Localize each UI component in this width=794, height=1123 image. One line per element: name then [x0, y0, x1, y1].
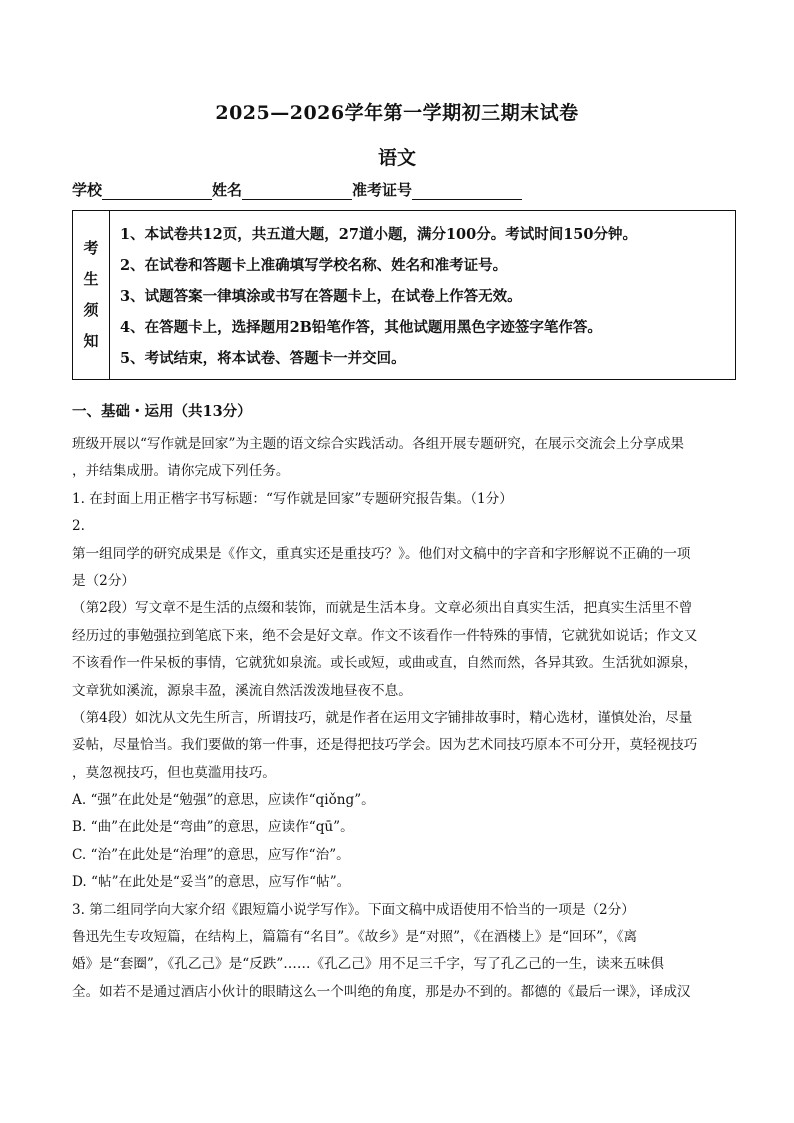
exam-title: 2025—2026学年第一学期初三期末试卷	[215, 102, 579, 124]
passage-line: 全。如若不是通过酒店小伙计的眼睛这么一个叫绝的角度，那是办不到的。都德的《最后一课》，译成汉	[72, 983, 691, 1000]
passage-line: ，莫忽视技巧，但也莫滥用技巧。	[72, 764, 276, 781]
passage-line: 婚》是“套圈”，《孔乙己》是“反跌”……《孔乙己》用不足三千字，写了孔乙己的一生，读来五味俱	[72, 956, 664, 973]
text-line: 班级开展以“写作就是回家”为主题的语文综合实践活动。各组开展专题研究，在展示交流会上分享成果	[72, 436, 685, 452]
question-1: 1. 在封面上用正楷字书写标题：“写作就是回家”专题研究报告集。（1分）	[72, 490, 513, 507]
notice-side-char: 生	[83, 270, 99, 288]
name-label: 姓名	[212, 181, 243, 199]
notice-item: 1、本试卷共12页，共五道大题，27道小题，满分100分。考试时间150分钟。	[120, 226, 637, 243]
notice-item: 3、试题答案一律填涂或书写在答题卡上，在试卷上作答无效。	[120, 288, 522, 305]
exam-id-blank[interactable]	[412, 183, 522, 200]
school-label: 学校	[72, 181, 103, 199]
option-d: D. “帖”在此处是“妥当”的意思，应写作“帖”。	[72, 874, 351, 891]
option-c: C. “治”在此处是“治理”的意思，应写作“治”。	[72, 846, 350, 863]
passage-line: 文章犹如溪流，源泉丰盈，溪流自然活泼泼地昼夜不息。	[72, 682, 412, 699]
notice-item: 2、在试卷和答题卡上准确填写学校名称、姓名和准考证号。	[120, 257, 508, 274]
option-a: A. “强”在此处是“勉强”的意思，应读作“qiǒng”。	[72, 792, 375, 809]
question-2-number: 2.	[72, 518, 85, 535]
passage-line: （第4段）如沈从文先生所言，所谓技巧，就是作者在运用文字铺排故事时，精心选材，谨慎处治，尽量	[72, 709, 693, 726]
exam-subject: 语文	[377, 147, 416, 169]
notice-side-label	[73, 211, 110, 379]
notice-side-char: 考	[83, 239, 99, 257]
passage-line: （第2段）写文章不是生活的点缀和装饰，而就是生活本身。文章必须出自真实生活，把真实生活里不曾	[72, 600, 693, 617]
question-3-stem: 3. 第二组同学向大家介绍《跟短篇小说学写作》。下面文稿中成语使用不恰当的一项是（2分）	[72, 901, 635, 918]
option-b: B. “曲”在此处是“弯曲”的意思，应读作“qū”。	[72, 819, 354, 836]
question-2-stem: 第一组同学的研究成果是《作文，重真实还是重技巧？》。他们对文稿中的字音和字形解说不正确的一项	[72, 545, 691, 562]
school-blank[interactable]	[102, 183, 212, 200]
notice-item: 5、考试结束，将本试卷、答题卡一并交回。	[120, 350, 406, 367]
passage-line: 经历过的事勉强拉到笔底下来，绝不会是好文章。作文不该看作一件特殊的事情，它就犹如说话；作文又	[72, 627, 698, 644]
passage-line: 不该看作一件呆板的事情，它就犹如泉流。或长或短，或曲或直，自然而然，各异其致。生活犹如源泉，	[72, 655, 698, 672]
candidate-notice-box	[72, 210, 736, 380]
candidate-info-fields	[72, 179, 522, 200]
notice-item: 4、在答题卡上，选择题用2B铅笔作答，其他试题用黑色字迹签字笔作答。	[120, 319, 602, 336]
name-blank[interactable]	[242, 183, 352, 200]
exam-id-label: 准考证号	[352, 181, 413, 199]
notice-side-char: 须	[83, 301, 99, 319]
passage-line: 妥帖，尽量恰当。我们要做的第一件事，还是得把技巧学会。因为艺术同技巧原本不可分开，莫轻视技巧	[72, 737, 698, 754]
section-heading: 一、基础・运用（共13分）	[72, 403, 252, 420]
notice-side-char: 知	[83, 332, 99, 350]
text-line: 是（2分）	[72, 572, 136, 589]
notice-items	[110, 211, 637, 379]
question-body	[72, 431, 732, 1006]
passage-line: 鲁迅先生专攻短篇，在结构上，篇篇有“名目”。《故乡》是“对照”，《在酒楼上》是“回环”，《离	[72, 929, 638, 946]
text-line: ，并结集成册。请你完成下列任务。	[72, 463, 290, 480]
